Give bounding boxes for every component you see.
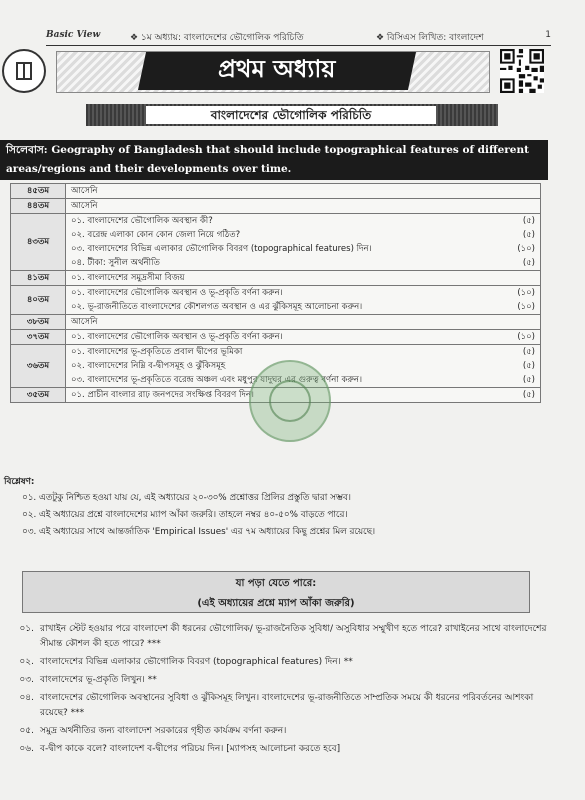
question-marks: (১০) [517,288,535,298]
question-line-text: ০১. বাংলাদেশের ভূ-প্রকৃতিতে প্রবাল দ্বীপের ভূমিকা [71,347,243,357]
question-marks [505,184,535,198]
exam-year-cell: ৪১তম [11,271,66,286]
question-marks: (৫) [522,390,535,400]
list-item [0,622,556,652]
question-line-text: আসেনি [71,186,98,196]
list-item [0,691,556,721]
chapter-title: প্রথম অধ্যায় [138,52,416,90]
question-marks: (৫) [522,361,535,371]
chapter-subtitle-bar [86,104,498,126]
question-line-text: ০১. বাংলাদেশের ভৌগোলিক অবস্থান কী? [71,216,213,226]
question-line [71,214,535,228]
question-line [71,271,535,285]
view-label: Basic View [46,30,101,40]
analysis-point: ০১. এতটুকু নিশ্চিত হওয়া যায় যে, এই অধ্যায়ের ২০-৩০% প্রশ্নোত্তর প্রিলির প্রস্তুতি দ্বারা সম্ভব। [22,493,351,503]
exam-year-cell: ৩৮তম [11,315,66,330]
questions-cell [66,184,541,199]
question-marks: (৫) [522,216,535,226]
question-number: ০৪. [19,693,34,703]
question-line-text: ০১. প্রাচীন বাংলার রাঢ় জনপদের সংক্ষিপ্ত বিবরণ দিন। [71,390,254,400]
table-row [11,199,541,214]
question-line [71,199,535,213]
syllabus-line-1: সিলেবাস: Geography of Bangladesh that should include topographical features of different [6,144,529,156]
question-line-text: ০২. বাংলাদেশের নিম্নি ব-দ্বীপসমূহ ও ঝুঁকিসমূহ [71,361,226,371]
question-list [0,622,556,760]
chapter-banner [2,49,552,96]
question-text: রাখাইন স্টেট হওয়ার পরে বাংলাদেশ কী ধরনের ভৌগোলিক/ ভূ-রাজনৈতিক সুবিধা/ অসুবিধার সম্মুখীণ হতে পারে? রাখাইনের সাথে বাংলাদেশের সীমান্ত কৌশল কী হতে পারে? *** [40,624,547,649]
exam-year-cell: ৩৭তম [11,330,66,345]
page-number: 1 [545,30,551,40]
question-marks: (৫) [522,375,535,385]
questions-cell [66,214,541,271]
table-row [11,214,541,271]
question-marks: (৫) [522,258,535,268]
analysis-heading: বিশ্লেষণ: [4,477,35,487]
question-marks [505,271,535,285]
table-row [11,330,541,345]
list-item [0,655,556,670]
header-rule [46,45,551,46]
question-marks: (১০) [517,244,535,254]
table-row [11,184,541,199]
analysis-point: ০৩. এই অধ্যায়ের সাথে আন্তর্জাতিক 'Empirical Issues' এর ৭ম অধ্যায়ের কিছু প্রশ্নের মিল রয়েছে। [22,527,376,537]
analysis-section [4,474,544,541]
syllabus-line-2: areas/regions and their developments over time. [6,163,292,175]
table-row [11,271,541,286]
questions-cell [66,330,541,345]
table-row [11,315,541,330]
question-text: ব-দ্বীপ কাকে বলে? বাংলাদেশ ব-দ্বীপের পরিচয় দিন। [ম্যাপসহ আলোচনা করতে হবে] [40,744,341,754]
question-text: বাংলাদেশের ভৌগোলিক অবস্থানের সুবিধা ও ঝুঁকিসমূহ লিখুন। বাংলাদেশের ভূ-রাজনীতিতে সাম্প্রতিক সময়ে কী ধরনের পরিবর্তনের আশংকা রয়েছে? *** [40,693,534,718]
question-marks: (১০) [517,302,535,312]
exam-year-cell: ৪৩তম [11,214,66,271]
question-number: ০১. [19,624,34,634]
reading-box-title: যা পড়া যেতে পারে: [235,578,317,589]
question-marks [505,199,535,213]
exam-year-cell: ৩৬তম [11,345,66,388]
analysis-point: ০২. এই অধ্যায়ের প্রশ্নে বাংলাদেশের ম্যাপ আঁকা জরুরি। তাহলে নম্বর ৪০-৫০% বাড়তে পারে। [22,510,348,520]
question-line [71,315,535,329]
chapter-subtitle: বাংলাদেশের ভৌগোলিক পরিচিতি [146,106,436,124]
question-line [71,345,535,359]
question-number: ০৫. [19,726,34,736]
questions-cell [66,286,541,315]
list-item [0,673,556,688]
questions-cell [66,315,541,330]
question-text: বাংলাদেশের ভূ-প্রকৃতি লিখুন। ** [40,675,157,685]
exam-year-cell: ৪৪তম [11,199,66,214]
qr-code-icon [500,49,544,93]
list-item [0,724,556,739]
question-line-text: ০১. বাংলাদেশের সমুদ্রসীমা বিজয় [71,273,185,283]
questions-cell [66,199,541,214]
question-line-text: ০২. ভূ-রাজনীতিতে বাংলাদেশের কৌশলগত অবস্থান ও এর ঝুঁকিসমূহ আলোচনা করুন। [71,302,363,312]
question-marks [505,315,535,329]
question-marks: (৫) [522,347,535,357]
series-crumb: ❖ বিসিএস লিখিত: বাংলাদেশ [376,33,484,43]
question-line [71,242,535,256]
question-number: ০৩. [19,675,34,685]
question-marks: (৫) [522,230,535,240]
question-line [71,300,535,314]
question-line-text: ০৩. বাংলাদেশের ভূ-প্রকৃতিতে বরেন্দ্র অঞ্চল এবং মধুপুর যাদুঘর এর গুরুত্ব বর্ণনা করুন। [71,375,363,385]
question-line-text: ০১. বাংলাদেশের ভৌগোলিক অবস্থান ও ভূ-প্রকৃতি বর্ণনা করুন। [71,288,283,298]
reading-box-note: (এই অধ্যায়ের প্রশ্নে ম্যাপ আঁকা জরুরি) [197,598,355,609]
exam-year-cell: ৪০তম [11,286,66,315]
question-line [71,256,535,270]
syllabus-box [0,140,548,180]
watermark-stamp [249,360,331,442]
question-line-text: আসেনি [71,201,98,211]
question-text: বাংলাদেশের বিভিন্ন এলাকার ভৌগোলিক বিবরণ (topographical features) দিন। ** [40,657,353,667]
question-number: ০২. [19,657,34,667]
question-line [71,286,535,300]
question-line-text: ০২. বরেন্দ্র এলাকা কোন কোন জেলা নিয়ে গঠিত? [71,230,241,240]
exam-year-cell: ৩৫তম [11,388,66,403]
reading-box [22,571,530,613]
question-line-text: ০৩. বাংলাদেশের বিভিন্ন এলাকার ভৌগোলিক বিবরণ (topographical features) দিন। [71,244,372,254]
running-header [46,30,551,46]
table-row [11,286,541,315]
question-line-text: ০৪. টীকা: সুনীল অর্থনীতি [71,258,160,268]
question-line [71,228,535,242]
exam-year-cell: ৪৫তম [11,184,66,199]
question-text: সমুদ্র অর্থনীতির জন্য বাংলাদেশ সরকারের গৃহীত কার্যক্রম বর্ণনা করুন। [40,726,287,736]
question-line [71,184,535,198]
questions-cell [66,271,541,286]
question-number: ০৬. [19,744,34,754]
book-logo-icon [2,49,46,93]
list-item [0,742,556,757]
question-marks: (১০) [517,332,535,342]
question-line-text: আসেনি [71,317,98,327]
question-line-text: ০১. বাংলাদেশের ভৌগোলিক অবস্থান ও ভূ-প্রকৃতি বর্ণনা করুন। [71,332,283,342]
chapter-crumb: ❖ ১ম অধ্যায়: বাংলাদেশের ভৌগোলিক পরিচিতি [130,33,304,43]
question-line [71,330,535,344]
